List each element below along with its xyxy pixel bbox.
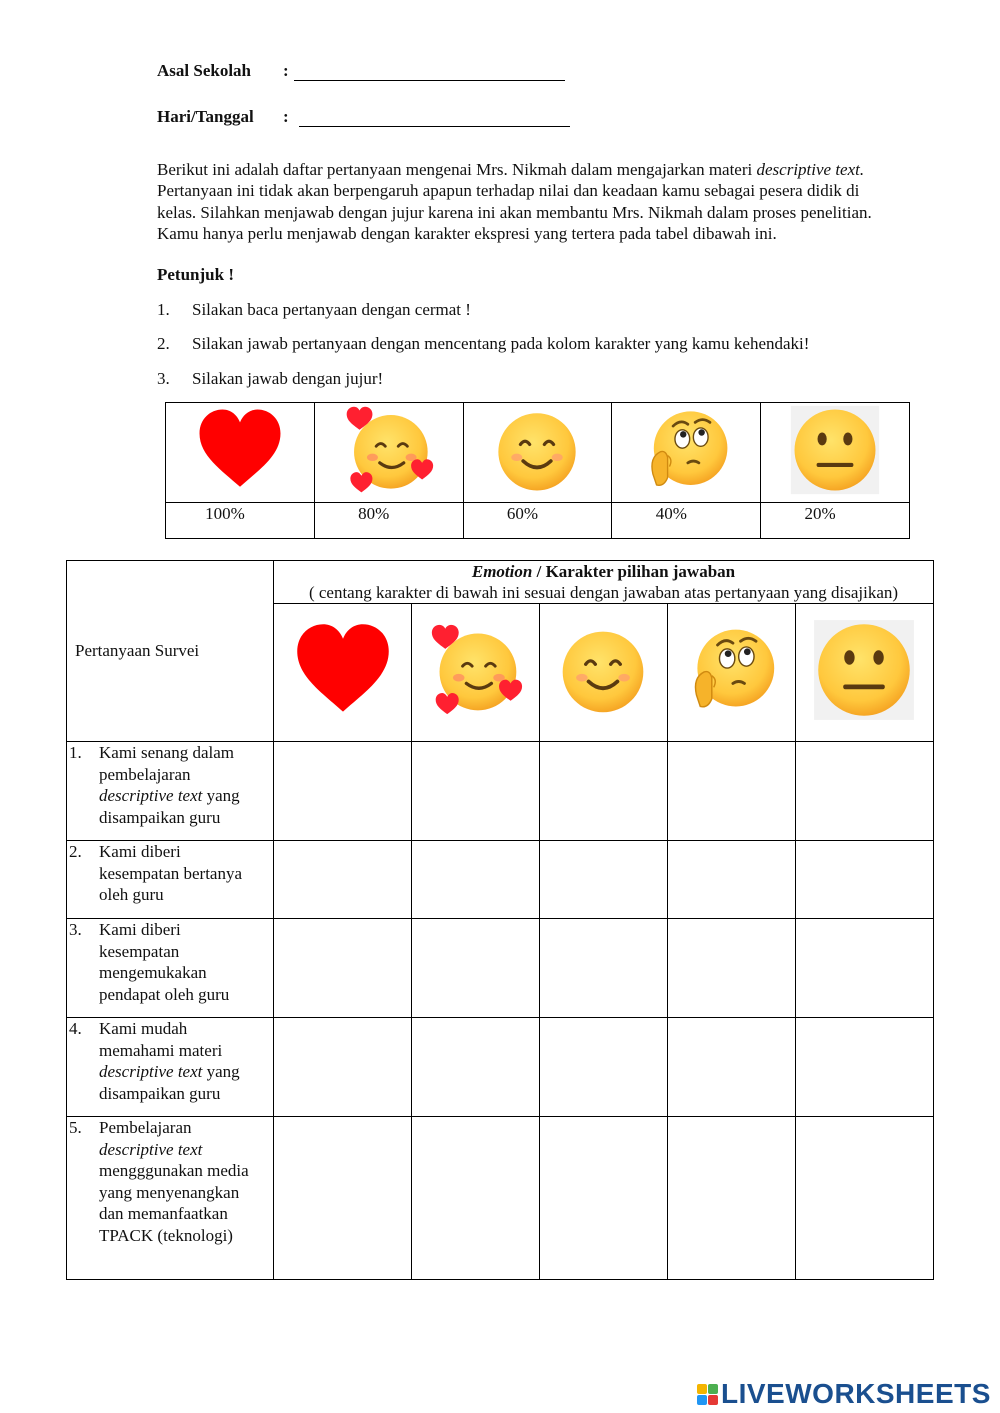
worried-face-icon — [640, 404, 732, 496]
step-text: Silakan baca pertanyaan dengan cermat ! — [192, 300, 471, 319]
smiling-face-with-hearts-icon — [428, 622, 524, 718]
legend-percentage: 20% — [761, 503, 910, 539]
answer-checkbox-cell[interactable] — [274, 841, 412, 919]
answer-checkbox-cell[interactable] — [274, 742, 412, 841]
answer-checkbox-cell[interactable] — [412, 1117, 540, 1280]
legend-icon-cell — [761, 403, 910, 503]
answer-checkbox-cell[interactable] — [667, 1018, 795, 1117]
smiling-face-icon — [491, 404, 583, 496]
legend-icon-cell — [314, 403, 463, 503]
answer-checkbox-cell[interactable] — [795, 742, 933, 841]
question-cell — [67, 742, 274, 841]
answer-checkbox-cell[interactable] — [274, 919, 412, 1018]
answer-icon-cell — [540, 604, 668, 742]
colon: : — [283, 61, 289, 80]
table-row — [67, 841, 934, 919]
liveworksheets-logo-icon — [697, 1384, 718, 1405]
legend-percentage: 60% — [463, 503, 612, 539]
answer-checkbox-cell[interactable] — [412, 841, 540, 919]
emotion-header — [274, 561, 934, 604]
smiling-face-icon — [555, 622, 651, 718]
table-row — [67, 919, 934, 1018]
liveworksheets-logo — [697, 1378, 991, 1410]
question-text: mengggunakan media yang menyenangkan dan memanfaatkan TPACK (teknologi) — [99, 1161, 249, 1245]
hari-tanggal-label: Hari/Tanggal — [157, 107, 254, 126]
asal-sekolah-label: Asal Sekolah — [157, 61, 251, 80]
intro-text-2: Pertanyaan ini tidak akan berpengaruh apapun terhadap nilai dan keadaan kamu sebagai pesera didik di kelas. Silahkan menjawab dengan jujur karena ini akan membantu Mrs. Nikmah dalam proses penelitian. Kamu hanya perlu menjawab dengan karakter ekspresi yang tertera pada tabel dibawah ini. — [157, 181, 872, 243]
question-text: Kami mudah memahami materi — [99, 1019, 223, 1060]
answer-checkbox-cell[interactable] — [540, 1117, 668, 1280]
legend-icon-cell — [463, 403, 612, 503]
emotion-title-rest: / Karakter pilihan jawaban — [532, 562, 736, 581]
legend-table — [165, 402, 910, 539]
legend-percentage: 80% — [314, 503, 463, 539]
answer-checkbox-cell[interactable] — [274, 1018, 412, 1117]
question-text: Kami diberi kesempatan mengemukakan pendapat oleh guru — [99, 920, 230, 1004]
question-text: yang disampaikan guru — [99, 786, 240, 827]
survey-table — [66, 560, 934, 1280]
emotion-subtitle: ( centang karakter di bawah ini sesuai dengan jawaban atas pertanyaan yang disajikan) — [308, 583, 899, 602]
question-italic: descriptive text — [99, 1139, 203, 1159]
legend-percentage: 40% — [612, 503, 761, 539]
question-cell — [67, 1117, 274, 1280]
colon: : — [283, 107, 289, 126]
neutral-face-icon — [789, 404, 881, 496]
answer-icon-cell — [412, 604, 540, 742]
liveworksheets-logo-text: LIVEWORKSHEETS — [721, 1378, 991, 1409]
question-italic: descriptive text — [99, 786, 203, 805]
worried-face-icon — [683, 622, 779, 718]
question-cell — [67, 841, 274, 919]
answer-checkbox-cell[interactable] — [412, 919, 540, 1018]
answer-checkbox-cell[interactable] — [795, 1018, 933, 1117]
asal-sekolah-input-line[interactable] — [294, 80, 565, 81]
question-number: 3. — [69, 920, 82, 939]
legend-icon-cell — [166, 403, 315, 503]
question-header: Pertanyaan Survei — [67, 561, 274, 742]
step-number: 2. — [157, 334, 170, 353]
question-cell — [67, 1018, 274, 1117]
answer-checkbox-cell[interactable] — [540, 841, 668, 919]
answer-checkbox-cell[interactable] — [667, 742, 795, 841]
question-italic: descriptive text — [99, 1062, 203, 1081]
answer-checkbox-cell[interactable] — [412, 742, 540, 841]
step-text: Silakan jawab dengan jujur! — [192, 369, 384, 388]
step-text: Silakan jawab pertanyaan dengan mencentang pada kolom karakter yang kamu kehendaki! — [192, 334, 810, 353]
answer-icon-cell — [667, 604, 795, 742]
step-number: 1. — [157, 300, 170, 319]
answer-checkbox-cell[interactable] — [274, 1117, 412, 1280]
neutral-face-icon — [812, 618, 916, 722]
question-text: Pembelajaran — [99, 1118, 192, 1137]
answer-checkbox-cell[interactable] — [540, 742, 668, 841]
answer-checkbox-cell[interactable] — [540, 1018, 668, 1117]
petunjuk-title: Petunjuk ! — [157, 265, 234, 284]
heart-icon — [291, 618, 395, 722]
hari-tanggal-field — [157, 107, 289, 127]
table-row — [67, 1117, 934, 1280]
heart-icon — [194, 404, 286, 496]
intro-text-1: Berikut ini adalah daftar pertanyaan mengenai Mrs. Nikmah dalam mengajarkan materi — [157, 160, 757, 179]
question-number: 5. — [69, 1118, 82, 1137]
answer-checkbox-cell[interactable] — [667, 841, 795, 919]
question-number: 1. — [69, 743, 82, 762]
question-text: Kami senang dalam pembelajaran — [99, 743, 235, 784]
question-text: yang disampaikan guru — [99, 1062, 240, 1103]
emotion-title-italic: Emotion — [471, 562, 533, 581]
answer-icon-cell — [795, 604, 933, 742]
intro-paragraph — [157, 159, 877, 244]
answer-checkbox-cell[interactable] — [412, 1018, 540, 1117]
answer-checkbox-cell[interactable] — [795, 919, 933, 1018]
step-number: 3. — [157, 369, 170, 388]
answer-icon-cell — [274, 604, 412, 742]
smiling-face-with-hearts-icon — [343, 404, 435, 496]
answer-checkbox-cell[interactable] — [795, 1117, 933, 1280]
hari-tanggal-input-line[interactable] — [299, 126, 570, 127]
legend-icon-cell — [612, 403, 761, 503]
answer-checkbox-cell[interactable] — [795, 841, 933, 919]
table-row — [67, 742, 934, 841]
question-text: Kami diberi kesempatan bertanya oleh guru — [99, 842, 243, 904]
table-row — [67, 1018, 934, 1117]
answer-checkbox-cell[interactable] — [540, 919, 668, 1018]
question-number: 4. — [69, 1019, 82, 1038]
question-cell — [67, 919, 274, 1018]
asal-sekolah-field — [157, 61, 289, 81]
question-number: 2. — [69, 842, 82, 861]
answer-checkbox-cell[interactable] — [667, 919, 795, 1018]
answer-checkbox-cell[interactable] — [667, 1117, 795, 1280]
intro-italic: descriptive text. — [756, 160, 865, 179]
legend-percentage: 100% — [166, 503, 315, 539]
